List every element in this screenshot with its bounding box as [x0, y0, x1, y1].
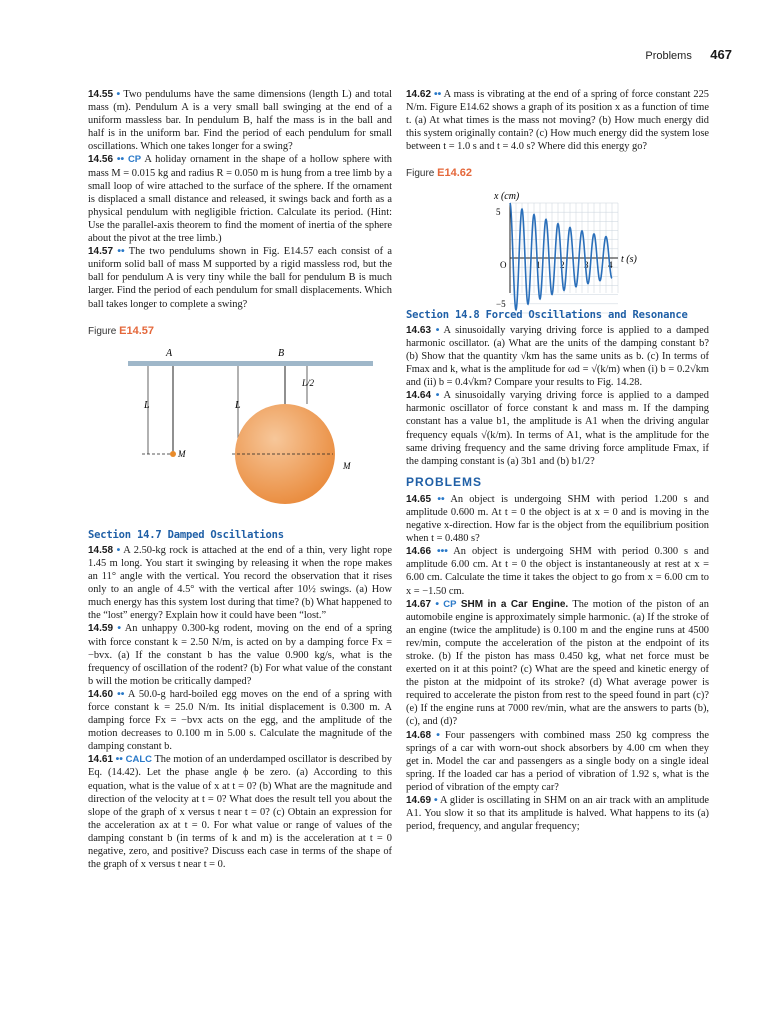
problem-14-59: 14.59 • An unhappy 0.300-kg rodent, moving on the end of a spring with force constant k = 2.50 N/m, is acted on by a damping force Fx = −bvx. (a) If the constant b has the value 0.900 kg/s, what is the frequency of oscillation of the rodent? (b) For what value of the constant b will the motion be critically damped? [88, 623, 392, 687]
problem-14-63: 14.63 • A sinusoidally varying driving force is applied to a damped harmonic oscillator. (a) What are the units of the damping constant b? (b) Show that the quantity √km has the same units as b. (c) In terms of Fmax and k, what is the amplitude for ωd = √(k/m) when (i) b = 0.2√km and (ii) b = 0.4√km? Compare your results to Fig. 14.28. [406, 324, 709, 389]
y-axis-label: x (cm) [494, 190, 520, 202]
running-section: Problems [645, 50, 692, 62]
mass-b: M [343, 460, 351, 471]
mass-a: M [178, 448, 186, 459]
y-tick-label: 5 [496, 206, 501, 217]
dim-l-half: L/2 [302, 377, 315, 388]
problem-14-65: 14.65 •• An object is undergoing SHM with period 1.200 s and amplitude 0.600 m. At t = 0 the object is at x = 0 and is moving in the negative x-direction. How far is the object from the equilibrium position when t = 0.480 s? [406, 493, 710, 545]
right-column [406, 88, 709, 833]
ceiling-bar [128, 361, 373, 366]
running-header [645, 46, 732, 64]
section-14-8-heading: Section 14.8 Forced Oscillations and Resonance [406, 308, 688, 321]
problem-14-62: 14.62 •• A mass is vibrating at the end of a spring of force constant 225 N/m. Figure E14.62 shows a graph of its position x as a function of time t. (a) At what times is the mass not moving? (b) How much energy did this system originally contain? (c) How much energy did the system lose between t = 1.0 s and t = 4.0 s? Where did this energy go? [406, 89, 709, 153]
problem-14-68: 14.68 • Four passengers with combined mass 250 kg compress the springs of a car with worn-out shock absorbers by 4.00 cm when they get in. Model the car and passengers as a single body on a single ideal spring. If the loaded car has a period of vibration of 1.92 s, what is the period of vibration of the empty car? [406, 729, 709, 793]
problem-14-67: 14.67 • CP SHM in a Car Engine. The motion of the piston of an automobile engine is approximately simple harmonic. (a) If the stroke of an engine (twice the amplitude) is 0.100 m and the engine runs at 4500 rev/min, compute the acceleration of the piston at the endpoint of its stroke. (b) If the piston has mass 0.450 kg, what net force must be exerted on it at this point? (c) What are the speed and kinetic energy of the piston at the midpoint of its stroke? (d) What average power is required to accelerate the piston from rest to the speed found in part (c)? (e) If the engine runs at 7000 rev/min, what are the answers to parts (b), (c), and (d)? [406, 598, 709, 728]
problem-14-57: 14.57 •• The two pendulums shown in Fig. E14.57 each consist of a uniform solid ball of mass M supported by a rigid massless rod, but the ball for pendulum A is very tiny while the ball for pendulum B is much larger. Find the period of each pendulum for small displacements. Which ball takes longer to complete a swing? [88, 246, 392, 310]
dim-l-a: L [144, 399, 150, 411]
problem-14-60: 14.60 •• A 50.0-g hard-boiled egg moves on the end of a spring with force constant k = 25.0 N/m. Its initial displacement is 0.300 m. A damping force Fx = −bvx acts on the egg, and the amplitude of the motion decreases to 0.100 m in 5.00 s. Calculate the magnitude of the damping constant b. [88, 688, 392, 753]
figure-e14-57-label: Figure E14.57 [88, 324, 155, 337]
figure-e14-57-pendulums [88, 344, 392, 519]
x-tick-label: O [500, 259, 507, 270]
problem-14-61: 14.61 •• CALC The motion of an underdamped oscillator is described by Eq. (14.42). Let the phase angle ϕ be zero. (a) According to this equation, what is the value of x at t = 0? (b) What are the magnitude and direction of the velocity at t = 0? What does the result tell you about the slope of the graph of x versus t near t = 0? (c) Obtain an expression for the acceleration ax at t = 0. For what value or range of values of the damping constant b (in terms of k and m) is the acceleration at t = 0 negative, zero, and positive? Discuss each case in terms of the shape of the graph of x versus t near t = 0. [88, 754, 392, 871]
problem-14-69: 14.69 • A glider is oscillating in SHM on an air track with an amplitude A1. You slow it so that its amplitude is halved. What happens to its (a) period, frequency, and angular frequency; [406, 795, 709, 833]
section-14-7-heading: Section 14.7 Damped Oscillations [88, 528, 284, 541]
dim-l-b: L [235, 399, 241, 411]
x-tick-label: 3 [584, 259, 589, 270]
problem-14-55: 14.55 • Two pendulums have the same dimensions (length L) and total mass (m). Pendulum A is a very small ball swinging at the end of a uniform massless bar. In pendulum B, half the mass is in the ball and half is in the uniform bar. Find the period of each pendulum for small oscillations. Which one takes longer for a swing? [88, 89, 392, 153]
page-number: 467 [710, 47, 732, 62]
problem-14-58: 14.58 • A 2.50-kg rock is attached at the end of a thin, very light rope 1.45 m long. You start it swinging by releasing it when the rope makes an 11° angle with the vertical. You record the observation that it rises only to an angle of 4.5° with the vertical after 10½ swings. (a) How much energy has this system lost during that time? (b) What happened to the “lost” energy? Explain how it could have been “lost.” [88, 544, 392, 622]
problem-14-64: 14.64 • A sinusoidally varying driving force is applied to a damped harmonic oscillator of force constant k and mass m. If the damping constant has a value b1, the amplitude is A1 when the driving angular frequency equals √(k/m). In terms of A1, what is the amplitude for the same driving frequency and the same driving force amplitude Fmax, if the damping constant is (a) 3b1 and (b) b1/2? [406, 390, 709, 467]
label-b: B [278, 347, 285, 359]
figure-e14-62-graph [406, 187, 709, 309]
series-line [510, 203, 612, 310]
y-tick-label: −5 [496, 298, 506, 309]
tiny-ball-a [170, 451, 176, 457]
figure-e14-62-label: Figure E14.62 [406, 167, 473, 180]
problem-14-56: 14.56 •• CP A holiday ornament in the shape of a hollow sphere with mass M = 0.015 kg and radius R = 0.050 m is hung from a tree limb by a small loop of wire attached to the surface of the sphere. If the ornament is displaced a small distance and released, it swings back and forth as a physical pendulum with negligible friction. Calculate its period. (Hint: Use the parallel-axis theorem to find the moment of inertia of the sphere about the pivot at the tree limb.) [88, 154, 392, 245]
problem-14-66: 14.66 ••• An object is undergoing SHM with period 0.300 s and amplitude 6.00 cm. At t = 0 the object is instantaneously at rest at x = 6.00 cm. Calculate the time it takes the object to go from x = 6.00 cm to x = −1.50 cm. [406, 546, 709, 597]
x-tick-label: 2 [560, 259, 565, 270]
left-column [88, 88, 392, 871]
problems-heading: PROBLEMS [406, 474, 483, 489]
x-tick-label: 1 [536, 259, 541, 270]
x-tick-label: 4 [608, 259, 613, 270]
x-axis-label: t (s) [621, 253, 637, 265]
label-a: A [166, 347, 173, 359]
